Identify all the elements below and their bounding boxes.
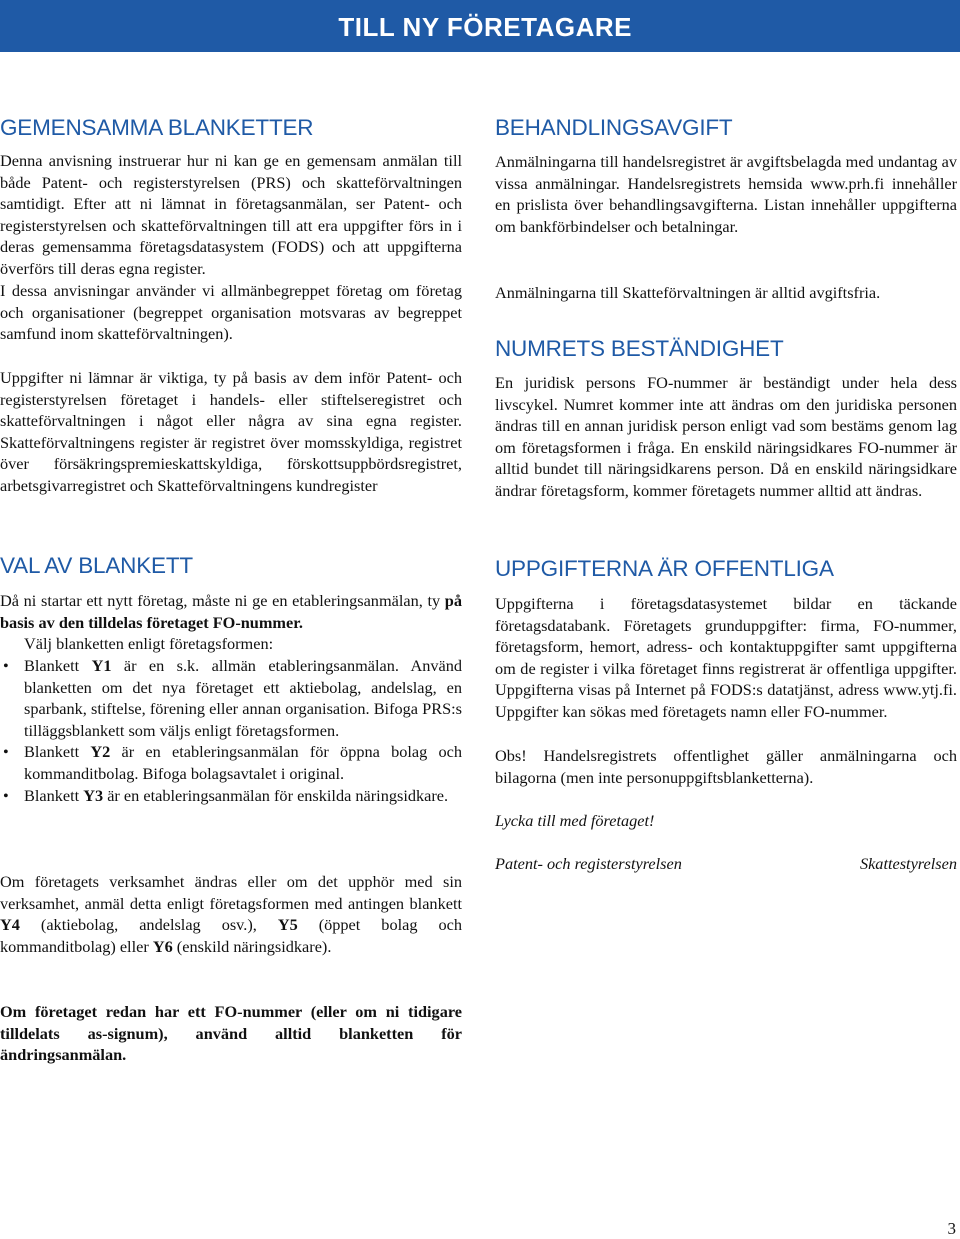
section1-paragraph-1: Denna anvisning instruerar hur ni kan ge en gemensam anmälan till både Patent- och registerstyrelsen (PRS) och skatteförvaltningen samtidigt. Efter att ni lämnat in företagsanmälan, ser Patent- och registerstyrelsen och skatteförvaltningen till att era uppgifter förs in i deras gemensamma företagsdatasystem (FODS) och att uppgifterna överförs till deras egna register. [0, 151, 462, 278]
list-item-y3: • Blankett Y3 är en etableringsanmälan för enskilda näringsidkare. [0, 785, 462, 807]
signature-line [495, 853, 957, 875]
intro-instruction: Välj blanketten enligt företagsformen: [24, 634, 274, 654]
section2-intro [0, 590, 462, 655]
section5-paragraph-2: Obs! Handelsregistrets offentlighet gäller anmälningarna och bilagorna (men inte personuppgiftsblanketterna). [495, 746, 957, 787]
fo-number-note: Om företaget redan har ett FO-nummer (eller om ni tidigare tilldelats as-signum), använd alltid blanketten för ändringsanmälan. [0, 1002, 462, 1065]
header-banner [0, 0, 960, 52]
change-paragraph: Om företagets verksamhet ändras eller om det upphör med sin verksamhet, anmäl detta enligt företagsformen med antingen blankett Y4 (aktiebolag, andelslag osv.), Y5 (öppet bolag och kommanditbolag) eller Y6 (enskild näringsidkare). [0, 872, 462, 956]
form-code-y1: Y1 [91, 656, 112, 675]
form-list [0, 655, 462, 806]
section3-paragraph-2: Anmälningarna till Skatteförvaltningen är alltid avgiftsfria. [495, 283, 881, 302]
signature-skattestyrelsen: Skattestyrelsen [859, 854, 957, 873]
section-heading-numrets-bestandighet: NUMRETS BESTÄNDIGHET [495, 336, 784, 361]
signature-prs: Patent- och registerstyrelsen [495, 854, 682, 873]
intro-bold-text: på basis av den tilldelas företaget FO-nummer. [0, 591, 462, 632]
section-heading-behandlingsavgift: BEHANDLINGSAVGIFT [495, 115, 733, 140]
form-code-y3: Y3 [83, 785, 104, 805]
closing-wish: Lycka till med företaget! [495, 811, 655, 830]
section5-paragraph-1: Uppgifterna i företagsdatasystemet bildar en täckande företagsdatabank. Företagets grunduppgifter: firma, FO-nummer, företagsform, hemort, adress- och kontaktuppgifter samt uppgifterna om de register i vilka företaget finns registrerat är offentliga uppgifter. Uppgifterna visas på Internet på FODS:s datatjänst, adress www.ytj.fi. Uppgifter kan sökas med företagets namn eller FO-nummer. [495, 594, 957, 721]
section3-paragraph-1: Anmälningarna till handelsregistret är avgiftsbelagda med undantag av vissa anmälningar. Handelsregistrets hemsida www.prh.fi innehåller en prislista över behandlingsavgifterna. Listan innehåller uppgifterna om bankförbindelser och betalningar. [495, 152, 957, 236]
page-number: 3 [947, 1219, 956, 1238]
page-title: TILL NY FÖRETAGARE [338, 12, 632, 42]
section1-paragraph-3: Uppgifter ni lämnar är viktiga, ty på basis av dem inför Patent- och registerstyrelsen företaget i handels- eller stiftelseregistret och skatteförvaltningen i något eller några av sina egna register. Skatteförvaltningens register är registret över momsskyldiga, registret över försäkringspremieskattskyldiga, förskottsuppbördsregistret, arbetsgivarregistret och Skatteförvaltningens kundregister [0, 368, 462, 495]
section-heading-val-av-blankett: VAL AV BLANKETT [0, 553, 193, 578]
section1-paragraph-2: I dessa anvisningar använder vi allmänbegreppet företag om företag och organisationer (begreppet organisation motsvaras av begreppet samfund inom skatteförvaltningen). [0, 281, 462, 344]
section-heading-uppgifterna-ar-offentliga: UPPGIFTERNA ÄR OFFENTLIGA [495, 556, 834, 581]
form-code-y2: Y2 [90, 742, 111, 762]
section-heading-gemensamma-blanketter: GEMENSAMMA BLANKETTER [0, 115, 314, 140]
form-code-y4: Y4 [0, 915, 20, 935]
form-code-y6: Y6 [152, 936, 173, 956]
section4-paragraph-1: En juridisk persons FO-nummer är beständigt under hela dess livscykel. Numret kommer inte att ändras om den juridiska personen ändras till en annan juridisk person enligt vad som bestäms genom lag om företagsformen i fråga. En enskild näringsidkares FO-nummer är alltid bundet till näringsidkarens person. Då en enskild näringsidkare ändrar företagsform, kommer företagets nummer alltid att ändras. [495, 373, 957, 500]
list-item-y1: • Blankett Y1 är en s.k. allmän etableringsanmälan. Använd blanketten om det nya företaget ett aktiebolag, andelslag, en sparbank, stiftelse, förening eller annan organisation. Bifoga PRS:s tilläggsblankett som väljs enligt företagsformen. [0, 655, 462, 741]
form-code-y5: Y5 [277, 915, 298, 935]
list-item-y2: • Blankett Y2 är en etableringsanmälan för öppna bolag och kommanditbolag. Bifoga bolagsavtalet i original. [0, 741, 462, 784]
intro-text: Då ni startar ett nytt företag, måste ni ge en etableringsanmälan, ty [0, 591, 445, 610]
